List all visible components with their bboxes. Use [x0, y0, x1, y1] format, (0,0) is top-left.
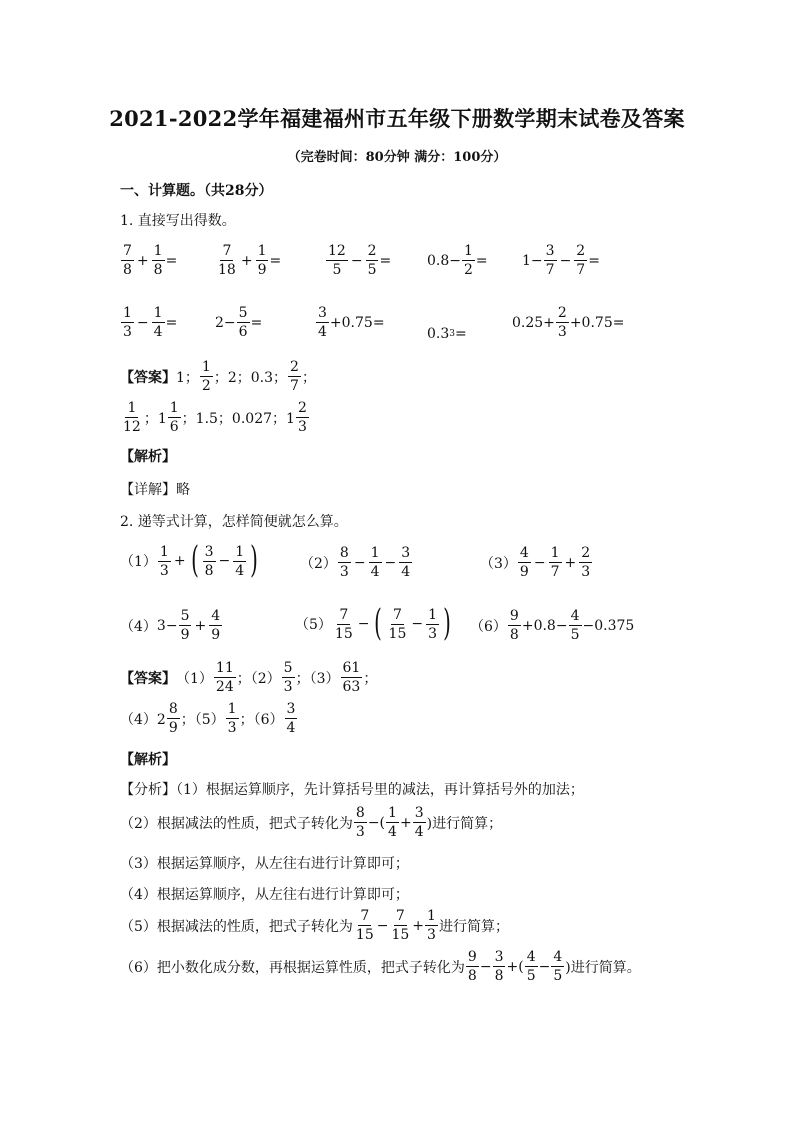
analysis-line-6: （6）把小数化成分数，再根据运算性质，把式子转化为 $\frac{9}{8}$ − $\frac{3}{8}$ +( $\frac{4}{5}$ − $\frac{4}{5}$ )进行简算。: [120, 949, 641, 984]
analysis-line-3: （3）根据运算顺序，从左往右进行计算即可；: [120, 856, 409, 872]
analysis-line-2: （2）根据减法的性质，把式子转化为 $\frac{8}{3}$ −( $\frac{1}{4}$ + $\frac{3}{4}$ )进行简算；: [120, 805, 503, 840]
question-2-label: 2. 递等式计算，怎样简便就怎么算。: [120, 514, 348, 530]
q2-item-6: （6） $\frac{9}{8}$ +0.8− $\frac{4}{5}$ −0.375: [470, 608, 635, 643]
detail-note: 【详解】略: [120, 482, 190, 498]
q2-item-4: （4） 3− $\frac{5}{9}$ + $\frac{4}{9}$: [120, 608, 221, 643]
q1-answer-line-1: 【答案】 1； $\frac{1}{2}$ ；2；0.3； $\frac{2}{7}$ ；: [120, 359, 316, 394]
page-title: 2021-2022学年福建福州市五年级下册数学期末试卷及答案: [109, 106, 685, 131]
q2-item-5: （5） $\frac{7}{15}$ − ( $\frac{7}{15}$ − $\frac{1}{3}$ ): [295, 603, 451, 644]
analysis-line-5: （5）根据减法的性质，把式子转化为 $\frac{7}{15}$ − $\frac{7}{15}$ + $\frac{1}{3}$ 进行简算；: [120, 908, 509, 943]
analysis-line-4: （4）根据运算顺序，从左往右进行计算即可；: [120, 887, 409, 903]
q1-answer-line-2: $\frac{1}{12}$ ；1 $\frac{1}{6}$ ；1.5；0.027；1 $\frac{2}{3}$: [123, 400, 307, 435]
q1-item-9: 0.3 3 =: [427, 326, 467, 342]
q1-item-5: 1− $\frac{3}{7}$ − $\frac{2}{7}$ =: [522, 243, 600, 278]
q1-item-2: $\frac{7}{18}$ + $\frac{1}{9}$ =: [218, 243, 282, 278]
analysis-tag-2: 【解析】: [120, 752, 176, 768]
question-1-label: 1. 直接写出得数。: [120, 213, 236, 229]
q2-item-2: （2） $\frac{8}{3}$ − $\frac{1}{4}$ − $\frac{3}{4}$: [300, 545, 411, 580]
analysis-line-1: 【分析】（1）根据运算顺序，先计算括号里的减法，再计算括号外的加法；: [120, 782, 584, 798]
q2-answer-line-2: （4）2 $\frac{8}{9}$ ；（5） $\frac{1}{3}$ ；（6） $\frac{3}{4}$: [120, 701, 296, 736]
q2-item-1: （1） $\frac{1}{3}$ + ( $\frac{3}{8}$ − $\frac{1}{4}$ ): [120, 540, 259, 581]
q1-item-3: $\frac{12}{5}$ − $\frac{2}{5}$ =: [328, 243, 392, 278]
q2-answer-line-1: 【答案】 （1） $\frac{11}{24}$ ；（2） $\frac{5}{3}$ ；（3） $\frac{61}{63}$ ；: [120, 660, 378, 695]
q2-item-3: （3） $\frac{4}{9}$ − $\frac{1}{7}$ + $\frac{2}{3}$: [480, 545, 591, 580]
q1-item-10: 0.25+ $\frac{2}{3}$ +0.75=: [512, 305, 625, 340]
section-heading: 一、计算题。（共28分）: [120, 183, 273, 199]
q1-item-7: 2− $\frac{5}{6}$ =: [215, 305, 263, 340]
q1-item-8: $\frac{3}{4}$ +0.75=: [318, 305, 385, 340]
q1-item-6: $\frac{1}{3}$ − $\frac{1}{4}$ =: [123, 305, 178, 340]
exam-info: （完卷时间：80分钟 满分：100分）: [287, 150, 507, 165]
q1-item-4: 0.8− $\frac{1}{2}$ =: [427, 243, 488, 278]
analysis-tag: 【解析】: [120, 449, 176, 465]
q1-item-1: $\frac{7}{8}$ + $\frac{1}{8}$ =: [123, 243, 178, 278]
